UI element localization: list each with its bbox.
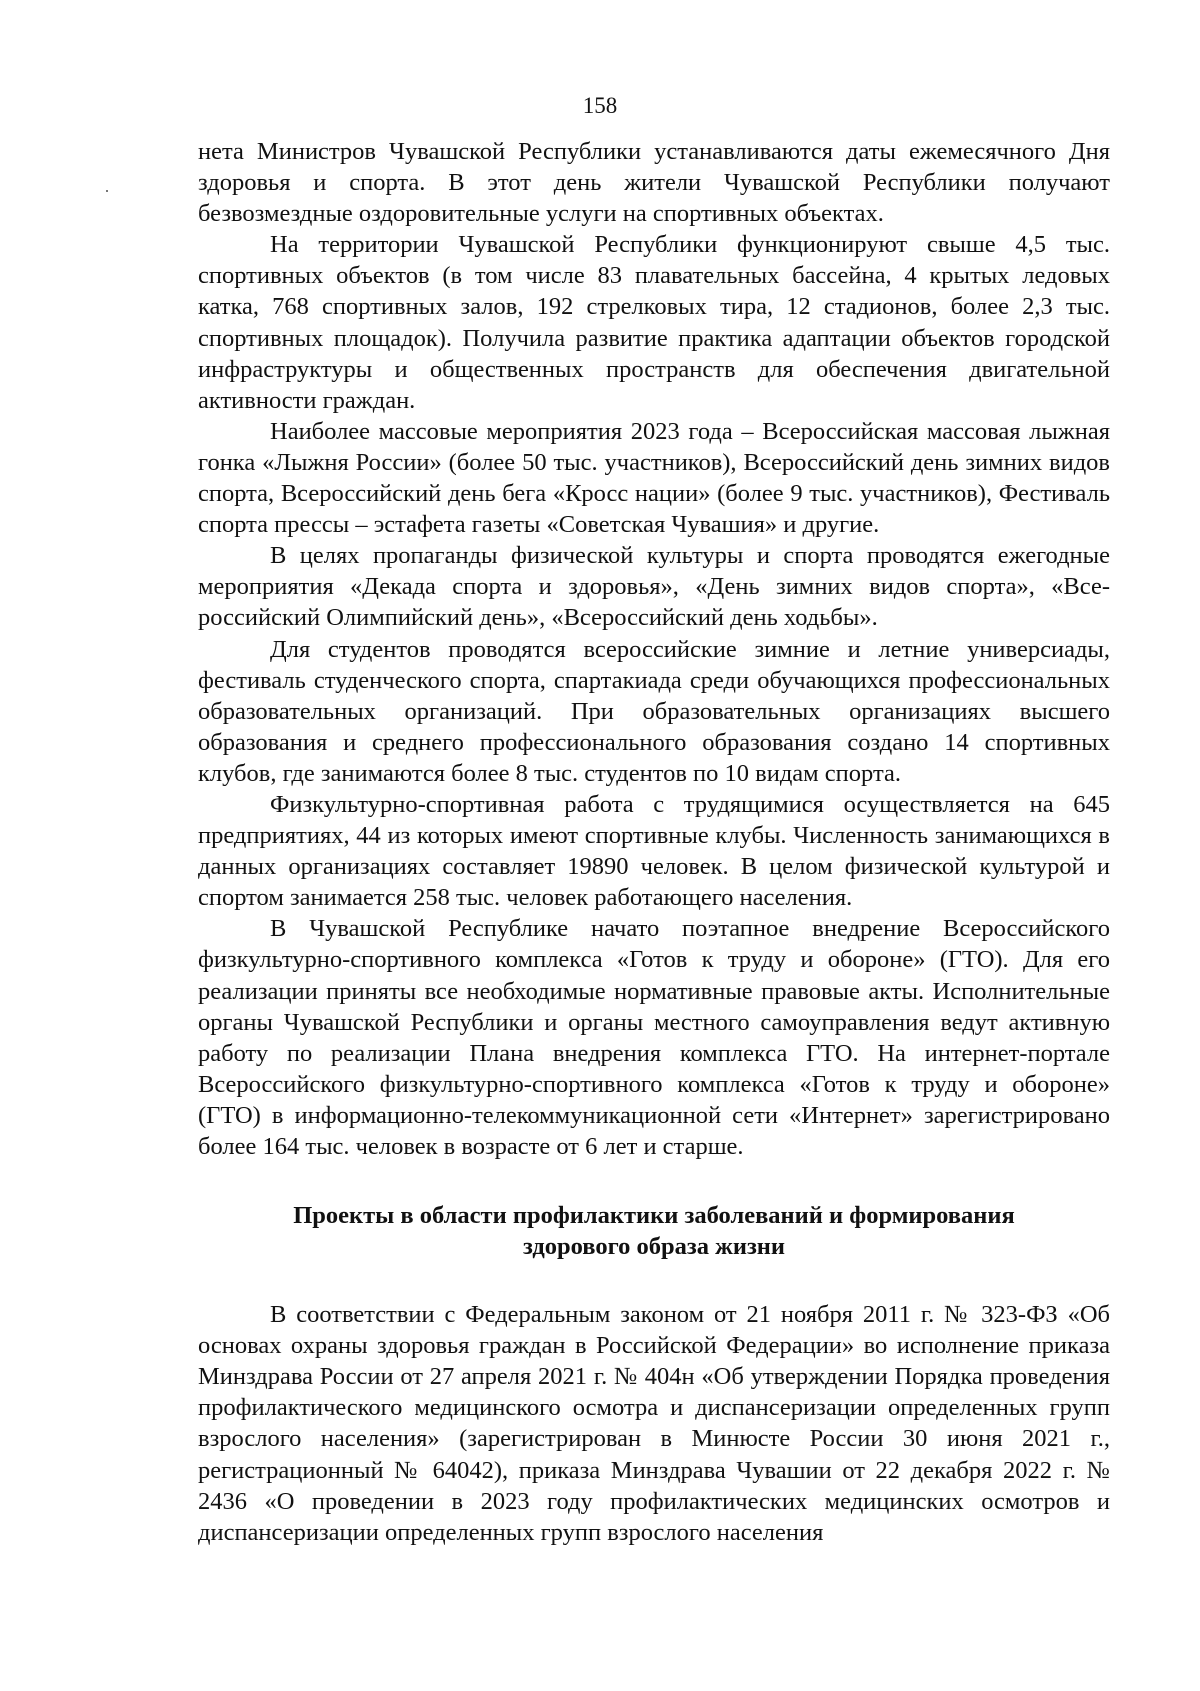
scan-speck	[106, 190, 108, 192]
paragraph: Физкультурно-спортивная работа с трудящимися осуществляется на 645 предприятиях, 44 из которых имеют спортивные клубы. Численность занимающихся в данных организациях составляет 19890 человек. В целом физической культурой и спортом занимается 258 тыс. человек работающего населения.	[198, 790, 1110, 912]
page-number: 158	[582, 93, 618, 118]
paragraph: нета Министров Чувашской Республики устанавливаются даты ежемесячного Дня здоровья и спорта. В этот день жители Чувашской Республики получают безвозмездные оздоровительные услуги на спортивных объектах.	[198, 138, 1110, 228]
paragraph: В Чувашской Республике начато поэтапное внедрение Всероссийского физкультурно-спортивного комплекса «Готов к труду и обороне» (ГТО). Для его реализации приняты все необходимые нормативные правовые акты. Исполнительные органы Чувашской Республики и органы местного самоуправления ведут активную работу по реализации Плана внедрения комплекса ГТО. На интернет-портале Всероссийского физкультурно-спортивного комплекса «Готов к труду и обороне» (ГТО) в информационно-телекоммуникационной сети «Интернет» зарегистрировано более 164 тыс. человек в возрасте от 6 лет и старше.	[198, 915, 1110, 1160]
paragraph: В целях пропаганды физической культуры и спорта проводятся ежегодные мероприятия «Декада спорта и здоровья», «День зимних видов спорта», «Всероссийский Олимпийский день», «Всероссийский день ходьбы».	[198, 542, 1110, 632]
paragraph: Для студентов проводятся всероссийские зимние и летние универсиады, фестиваль студенческого спорта, спартакиада среди обучающихся профессиональных образовательных организаций. При образовательных организациях высшего образования и среднего профессионального образования создано 14 спортивных клубов, где занимаются более 8 тыс. студентов по 10 видам спорта.	[198, 635, 1110, 787]
body-text	[198, 136, 1110, 1548]
paragraph: На территории Чувашской Республики функционируют свыше 4,5 тыс. спортивных объектов (в том числе 83 плавательных бассейна, 4 крытых ледовых катка, 768 спортивных залов, 192 стрелковых тира, 12 стадионов, более 2,3 тыс. спортивных площадок). Получила развитие практика адаптации объектов городской инфраструктуры и общественных пространств для обеспечения двигательной активности граждан.	[198, 231, 1110, 414]
paragraph: В соответствии с Федеральным законом от 21 ноября 2011 г. № 323-ФЗ «Об основах охраны здоровья граждан в Российской Федерации» во исполнение приказа Минздрава России от 27 апреля 2021 г. № 404н «Об утверждении Порядка проведения профилактического медицинского осмотра и диспансеризации определенных групп взрослого населения» (зарегистрирован в Минюсте России 30 июня 2021 г., регистрационный № 64042), приказа Минздрава Чувашии от 22 декабря 2022 г. № 2436 «О проведении в 2023 году профилактических медицинских осмотров и диспансеризации определенных групп взрослого населения	[198, 1301, 1110, 1546]
paragraph: Наиболее массовые мероприятия 2023 года – Всероссийская массовая лыжная гонка «Лыжня России» (более 50 тыс. участников), Всероссийский день зимних видов спорта, Всероссийский день бега «Кросс нации» (более 9 тыс. участников), Фестиваль спорта прессы – эстафета газеты «Советская Чувашия» и другие.	[198, 417, 1110, 539]
section-heading-line: Проекты в области профилактики заболеваний и формирования	[293, 1202, 1015, 1230]
section-heading-line: здорового образа жизни	[522, 1233, 786, 1261]
section-heading	[198, 1200, 1110, 1262]
